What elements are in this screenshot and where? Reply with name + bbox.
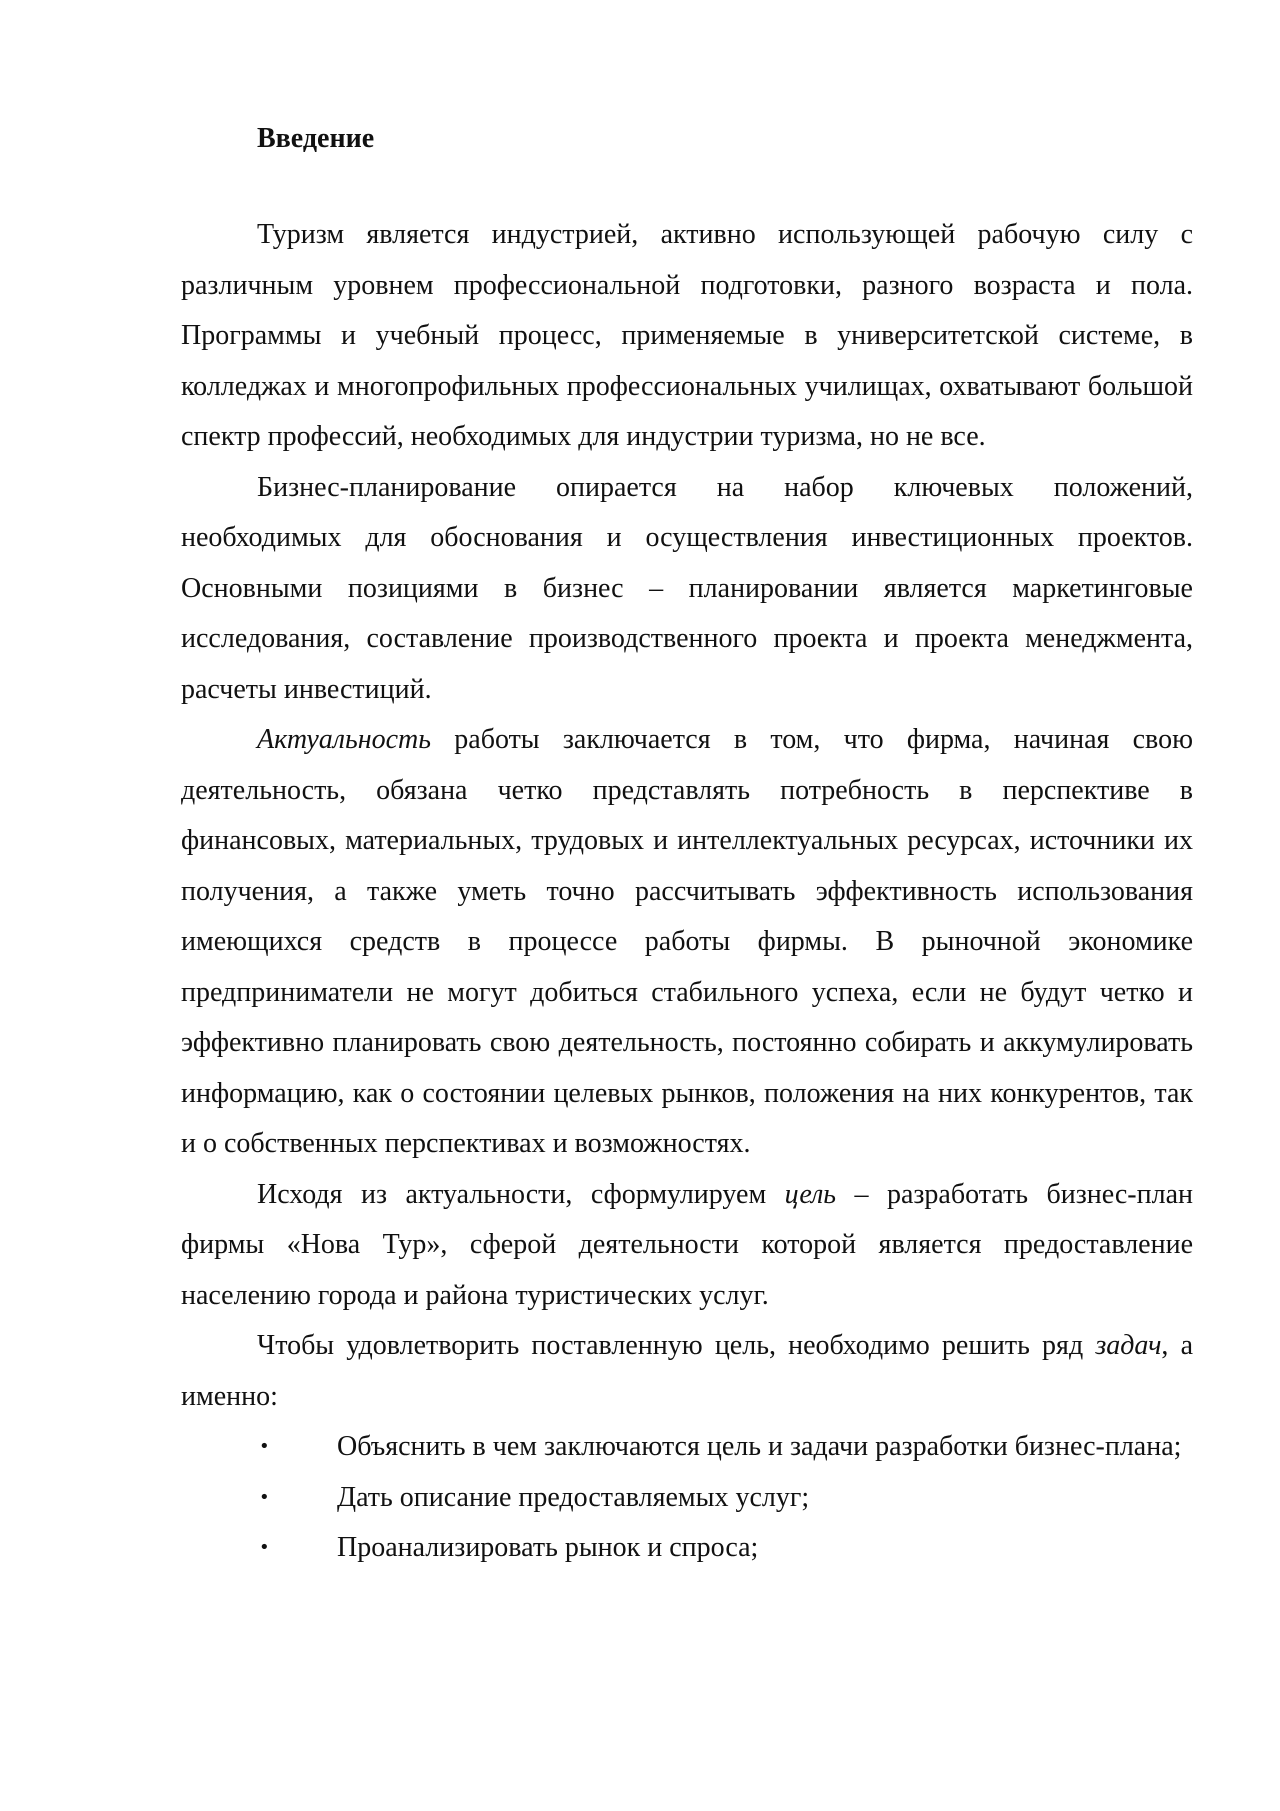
tasks-term: задач [1095,1330,1162,1361]
paragraph-business-planning: Бизнес-планирование опирается на набор ключевых положений, необходимых для обоснования и осуществления инвестиционных проектов. Основными позициями в бизнес – планировании является маркетинговые исследования, составление производственного проекта и проекта менеджмента, расчеты инвестиций. [181,471,1193,705]
bullet-icon: • [259,1537,270,1558]
list-item [181,1473,1193,1524]
bullet-icon: • [259,1436,270,1457]
section-heading: Введение [257,123,375,154]
list-item-text: Дать описание предоставляемых услуг; [337,1481,810,1513]
goal-term: цель [784,1178,837,1210]
paragraph-goal [181,1170,1193,1322]
paragraph-relevance [181,715,1193,1170]
goal-text-before: Исходя из актуальности, сформулируем [257,1178,785,1210]
list-item-text: Проанализировать рынок и спроса; [337,1532,759,1563]
bullet-icon: • [259,1486,270,1508]
tasks-text-after: , а именно: [181,1330,1193,1412]
document-body [181,210,1193,1574]
relevance-text: работы заключается в том, что фирма, начиная свою деятельность, обязана четко представлять потребность в перспективе в финансовых, материальных, трудовых и интеллектуальных ресурсах, источники их получения, а также уметь точно рассчитывать эффективность использования имеющихся средств в процессе работы фирмы. В рыночной экономике предприниматели не могут добиться стабильного успеха, если не будут четко и эффективно планировать свою деятельность, постоянно собирать и аккумулировать информацию, как о состоянии целевых рынков, положения на них конкурентов, так и о собственных перспективах и возможностях. [181,724,1193,1159]
paragraph-tourism: Туризм является индустрией, активно использующей рабочую силу с различным уровнем профессиональной подготовки, разного возраста и пола. Программы и учебный процесс, применяемые в университетской системе, в колледжах и многопрофильных профессиональных училищах, охватывают большой спектр профессий, необходимых для индустрии туризма, но не все. [181,219,1193,452]
tasks-text-before: Чтобы удовлетворить поставленную цель, необходимо решить ряд [257,1330,1096,1361]
list-item [181,1523,1193,1574]
paragraph-tasks [181,1321,1193,1422]
goal-text-after: – разработать бизнес-план фирмы «Нова Тур», сферой деятельности которой является предоставление населению города и района туристических услуг. [181,1178,1193,1311]
list-item [181,1422,1193,1473]
relevance-term: Актуальность [257,724,432,755]
list-item-text: Объяснить в чем заключаются цель и задачи разработки бизнес-плана; [337,1431,1182,1462]
